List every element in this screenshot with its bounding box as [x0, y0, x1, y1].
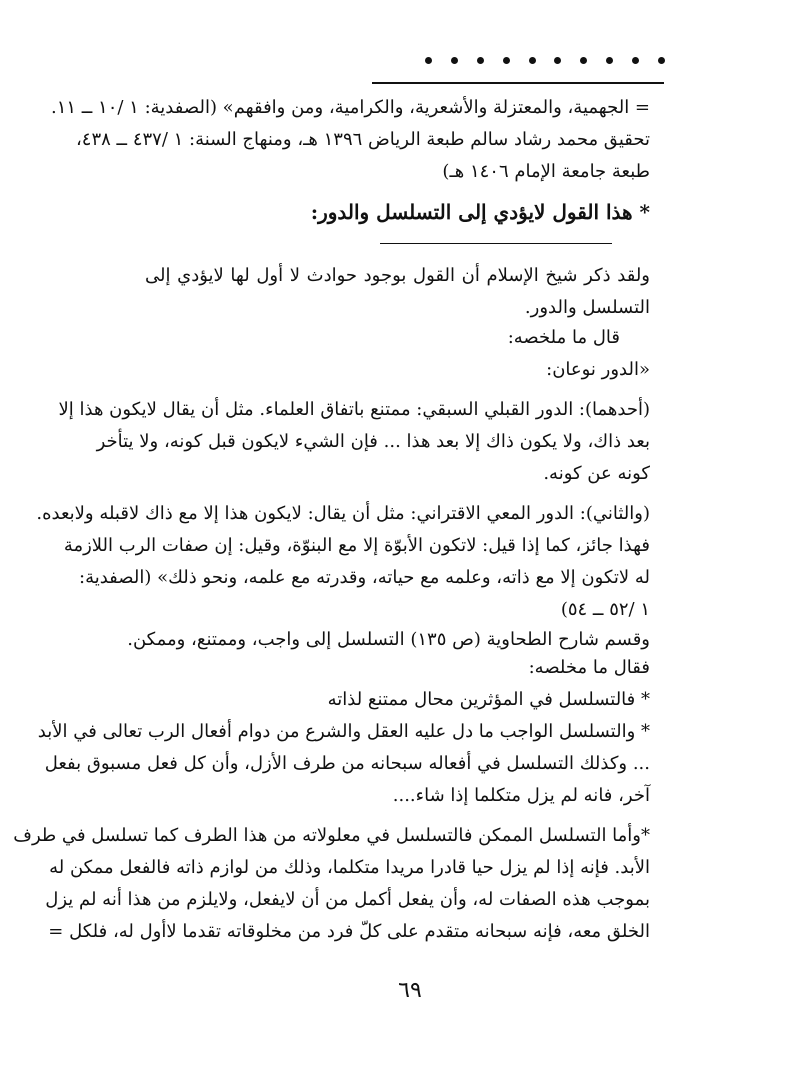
dot-ornament	[554, 57, 561, 64]
paragraph-line: بعد ذاك، ولا يكون ذاك إلا بعد هذا ... فإن الشيء لايكون قبل كونه، ولا يتأخر	[96, 431, 650, 452]
dot-ornament	[451, 57, 458, 64]
bullet-line: *وأما التسلسل الممكن فالتسلسل في معلولاته من هذا الطرف كما تسلسل في طرف	[13, 825, 650, 846]
dot-ornament	[529, 57, 536, 64]
dot-ornament	[477, 57, 484, 64]
bullet-line: * والتسلسل الواجب ما دل عليه العقل والشرع من دوام أفعال الرب تعالى في الأبد	[37, 721, 650, 742]
paragraph-line: ١ /٥٢ ــ ٥٤)	[560, 599, 650, 620]
paragraph-line: له لاتكون إلا مع ذاته، وعلمه مع حياته، وقدرته مع علمه، ونحو ذلك» (الصفدية:	[79, 567, 650, 588]
section-rule	[380, 243, 612, 244]
intro-line: «الدور نوعان:	[546, 359, 650, 380]
intro-line: التسلسل والدور.	[524, 297, 650, 318]
dot-ornament	[658, 57, 665, 64]
dot-ornament	[425, 57, 432, 64]
header-rule	[372, 82, 664, 84]
dot-ornament	[606, 57, 613, 64]
dot-ornament	[580, 57, 587, 64]
page-number: ٦٩	[398, 978, 422, 1003]
dot-ornament	[632, 57, 639, 64]
section-heading: * هذا القول لايؤدي إلى التسلسل والدور:	[310, 200, 650, 224]
bullet-line: آخر، فانه لم يزل متكلما إذا شاء....	[392, 785, 650, 806]
footnote-line: = الجهمية، والمعتزلة والأشعرية، والكرامية، ومن وافقهم» (الصفدية: ١ /١٠ ــ ١١.	[50, 97, 650, 118]
bullet-line: الخلق معه، فإنه سبحانه متقدم على كلّ فرد من مخلوقاته تقدما لاأول له، فلكل =	[48, 921, 650, 942]
intro-line: قال ما ملخصه:	[507, 327, 620, 348]
paragraph-line: فقال ما مخلصه:	[528, 657, 650, 678]
paragraph-line: (أحدهما): الدور القبلي السبقي: ممتنع باتفاق العلماء. مثل أن يقال لايكون هذا إلا	[58, 399, 650, 420]
ornament-dots	[425, 50, 665, 70]
paragraph-line: (والثاني): الدور المعي الاقتراني: مثل أن يقال: لايكون هذا إلا مع ذاك لاقبله ولابعده.	[36, 503, 650, 524]
bullet-line: ... وكذلك التسلسل في أفعاله سبحانه من طرف الأزل، وأن كل فعل مسبوق بفعل	[44, 753, 650, 774]
bullet-line: الأبد. فإنه إذا لم يزل حيا قادرا مريدا متكلما، وذلك من لوازم ذاته فالفعل ممكن له	[49, 857, 650, 878]
footnote-line: تحقيق محمد رشاد سالم طبعة الرياض ١٣٩٦ هـ، ومنهاج السنة: ١ /٤٣٧ ــ ٤٣٨،	[75, 129, 650, 150]
dot-ornament	[503, 57, 510, 64]
paragraph-line: فهذا جائز، كما إذا قيل: لاتكون الأبوّة إلا مع البنوّة، وقيل: إن صفات الرب اللازمة	[63, 535, 650, 556]
footnote-line: طبعة جامعة الإمام ١٤٠٦ هـ)	[442, 161, 650, 182]
paragraph-line: كونه عن كونه.	[543, 463, 650, 484]
bullet-item: * فالتسلسل في المؤثرين محال ممتنع لذاته	[327, 689, 650, 710]
bullet-line: بموجب هذه الصفات له، وأن يفعل أكمل من أن لايفعل، ولايلزم من هذا أنه لم يزل	[45, 889, 650, 910]
paragraph-line: وقسم شارح الطحاوية (ص ١٣٥) التسلسل إلى واجب، وممتنع، وممكن.	[127, 629, 650, 650]
intro-line: ولقد ذكر شيخ الإسلام أن القول بوجود حوادث لا أول لها لايؤدي إلى	[145, 265, 650, 286]
